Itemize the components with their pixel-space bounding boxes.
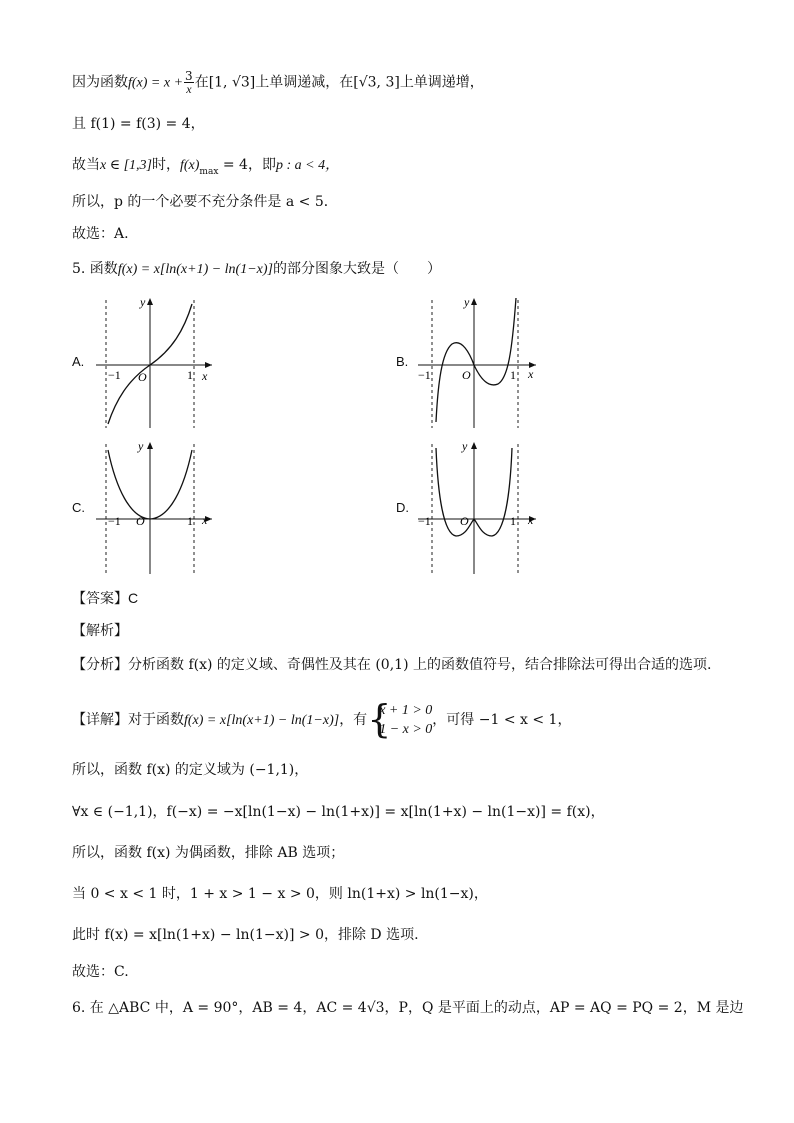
choose-line: 故选：C. (72, 964, 129, 980)
inequality-system: { x + 1 > 0 1 − x > 0 (367, 697, 433, 741)
svg-text:1: 1 (510, 514, 516, 528)
svg-text:y: y (462, 439, 468, 453)
when-line: 当 0 < x < 1 时，1 + x > 1 − x > 0，则 ln(1+x) > ln(1−x)， (72, 886, 488, 902)
even-line: 所以，函数 f(x) 为偶函数，排除 AB 选项； (72, 845, 345, 861)
interval-1: [1, √3] (208, 74, 256, 91)
parity-line: ∀x ∈ (−1,1)，f(−x) = −x[ln(1−x) − ln(1+x)] = x[ln(1+x) − ln(1−x)] = f(x)， (72, 804, 605, 820)
question-6: 6. 在 △ABC 中，A = 90°，AB = 4，AC = 4√3，P，Q 是平面上的动点，AP = AQ = PQ = 2，M 是边 (72, 1000, 744, 1016)
text-line-4: 所以，p 的一个必要不充分条件是 a < 5． (72, 194, 338, 210)
fraction: $\frac{3}{x}$ (185, 69, 193, 96)
svg-text:1: 1 (187, 514, 193, 528)
answer-label: 【答案】C (72, 590, 139, 606)
svg-text:1: 1 (187, 368, 193, 382)
svg-text:O: O (138, 370, 147, 384)
then-line: 此时 f(x) = x[ln(1+x) − ln(1−x)] > 0，排除 D 选项. (72, 927, 419, 943)
svg-text:−1: −1 (108, 368, 121, 382)
option-a-label: A. (72, 354, 85, 369)
svg-text:x: x (528, 367, 534, 381)
svg-text:y: y (138, 439, 144, 453)
option-c-label: C. (72, 500, 85, 515)
svg-text:x: x (202, 369, 208, 383)
svg-text:O: O (462, 368, 471, 382)
svg-text:−1: −1 (418, 514, 431, 528)
text-line-1 (72, 70, 484, 95)
svg-text:x: x (528, 513, 534, 527)
graph-option-b (412, 292, 542, 432)
svg-text:y: y (464, 295, 470, 309)
analysis-text: 【分析】分析函数 f(x) 的定义域、奇偶性及其在 (0,1) 上的函数值符号，结合排除法可得出合适的选项. (72, 657, 712, 673)
detail-line: 【详解】对于函数f(x) = x[ln(x+1) − ln(1−x)]，有 { x + 1 > 0 1 − x > 0 ，可得 −1 < x < 1， (72, 697, 572, 741)
svg-text:O: O (460, 514, 469, 528)
text-line-2: 且 f(1) = f(3) = 4， (72, 116, 205, 132)
text-line-3: 故当x ∈ [1,3]时，$f(x)_{max} = 4$，即p : a < 4， (72, 157, 340, 177)
text-span: 在 (194, 74, 209, 91)
svg-text:x: x (202, 513, 208, 527)
svg-text:−1: −1 (418, 368, 431, 382)
option-d-label: D. (396, 500, 409, 515)
option-b-label: B. (396, 354, 409, 369)
interval-2: [√3, 3] (353, 74, 400, 91)
text-span: 上单调递减，在 (255, 74, 354, 91)
graph-option-a (88, 292, 218, 432)
graph-option-d (412, 438, 542, 578)
svg-text:O: O (136, 514, 145, 528)
graph-option-c (88, 438, 218, 578)
svg-text:1: 1 (510, 368, 516, 382)
formula-fx: f(x) = x + (128, 75, 184, 91)
text-span: 因为函数 (72, 74, 128, 91)
text-line-5: 故选：A. (72, 226, 129, 242)
analysis-label: 【解析】 (72, 622, 128, 638)
domain-line: 所以，函数 f(x) 的定义域为 (−1,1)， (72, 762, 309, 778)
svg-text:−1: −1 (108, 514, 121, 528)
question-5: 5. 函数f(x) = x[ln(x+1) − ln(1−x)]的部分图象大致是（ ） (72, 261, 441, 277)
svg-text:y: y (140, 295, 146, 309)
text-span: 上单调递增， (399, 74, 484, 91)
